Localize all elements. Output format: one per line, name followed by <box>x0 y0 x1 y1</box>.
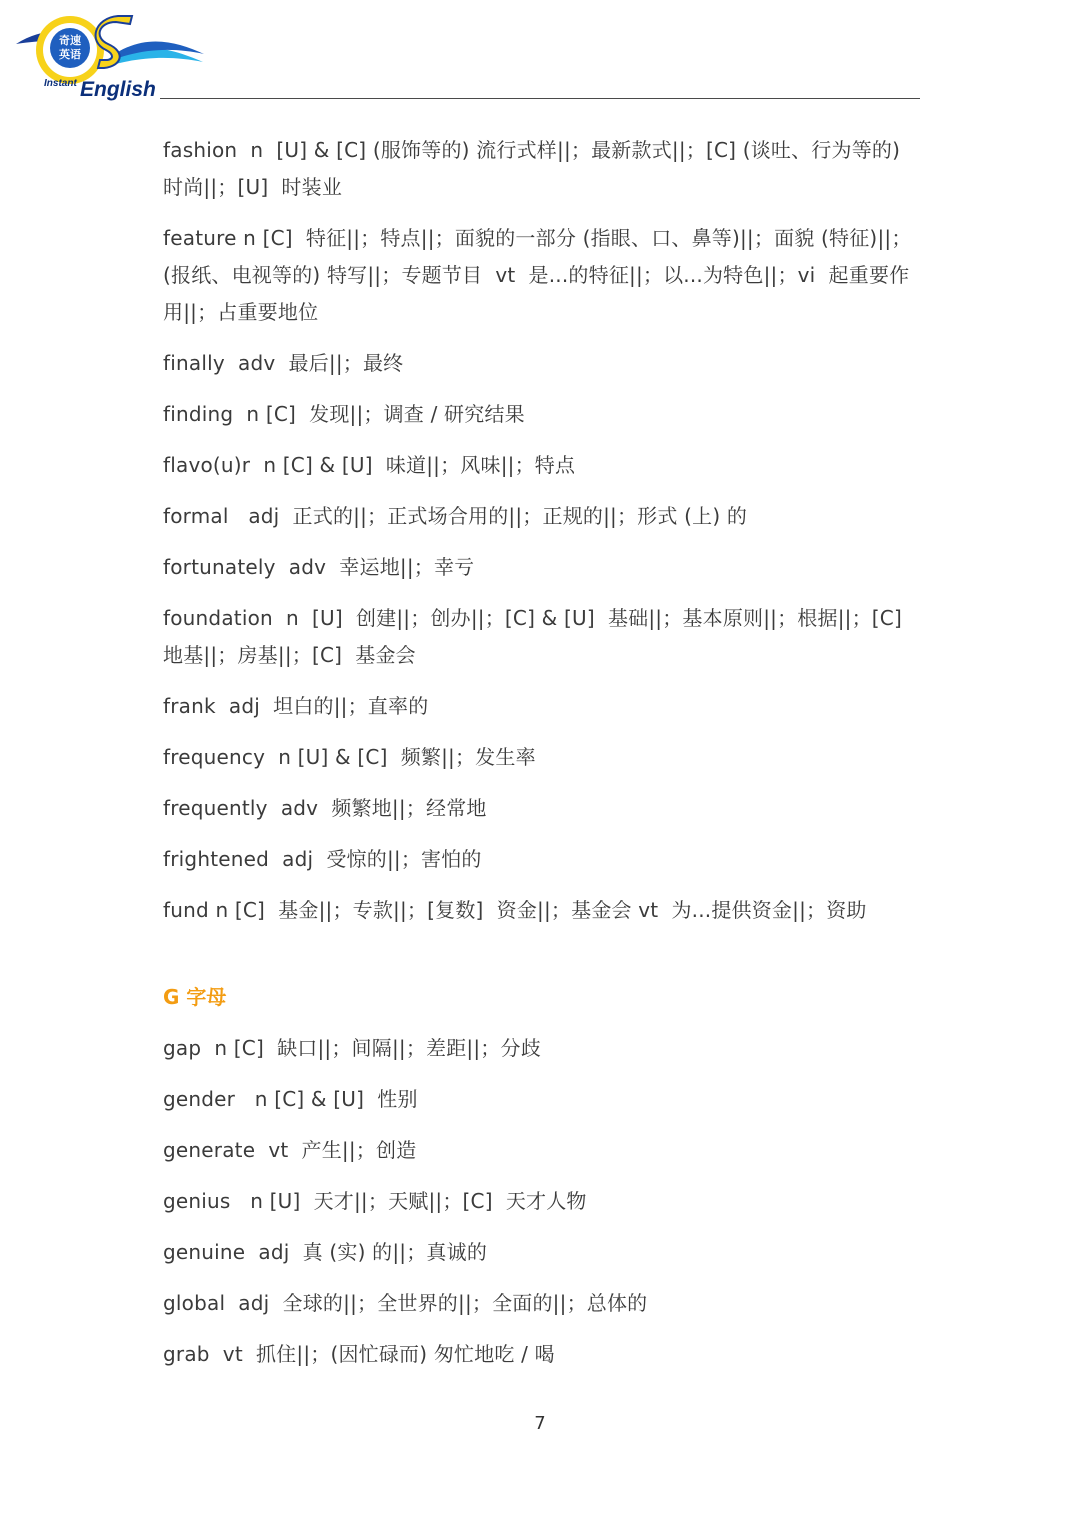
entry-flavour: flavo(u)r n [C] & [U] 味道||；风味||；特点 <box>163 453 576 477</box>
entry-finding: finding n [C] 发现||；调查 / 研究结果 <box>163 402 525 426</box>
logo-instant-text: Instant <box>44 78 77 89</box>
entry-formal: formal adj 正式的||；正式场合用的||；正规的||；形式 (上) 的 <box>163 504 748 528</box>
entry-frequency: frequency n [U] & [C] 频繁||；发生率 <box>163 745 536 769</box>
entry-global: global adj 全球的||；全世界的||；全面的||；总体的 <box>163 1291 648 1315</box>
glossary-content <box>163 132 923 1387</box>
entry-grab: grab vt 抓住||；(因忙碌而) 匆忙地吃 / 喝 <box>163 1342 555 1366</box>
entry-frequently: frequently adv 频繁地||；经常地 <box>163 796 487 820</box>
logo-badge-line2: 英语 <box>59 48 81 61</box>
logo-badge-line1: 奇速 <box>59 34 81 47</box>
entry-fashion: fashion n [U] & [C] (服饰等的) 流行式样||；最新款式||；[C] (谈吐、行为等的) 时尚||；[U] 时装业 <box>163 138 907 199</box>
section-heading-g: G 字母 <box>163 985 227 1009</box>
logo-english-text: English <box>80 78 156 101</box>
entry-generate: generate vt 产生||；创造 <box>163 1138 417 1162</box>
entry-foundation: foundation n [U] 创建||；创办||；[C] & [U] 基础||；基本原则||；根据||；[C] 地基||；房基||；[C] 基金会 <box>163 606 916 667</box>
entry-fortunately: fortunately adv 幸运地||；幸亏 <box>163 555 475 579</box>
entry-finally: finally adv 最后||；最终 <box>163 351 404 375</box>
entry-gap: gap n [C] 缺口||；间隔||；差距||；分歧 <box>163 1036 541 1060</box>
entry-fund: fund n [C] 基金||；专款||；[复数] 资金||；基金会 vt 为...提供资金||；资助 <box>163 898 867 922</box>
page-number: 7 <box>534 1413 546 1434</box>
entry-frightened: frightened adj 受惊的||；害怕的 <box>163 847 482 871</box>
instant-english-logo <box>8 4 208 104</box>
entry-genuine: genuine adj 真 (实) 的||；真诚的 <box>163 1240 488 1264</box>
entry-gender: gender n [C] & [U] 性别 <box>163 1087 418 1111</box>
entry-feature: feature n [C] 特征||；特点||；面貌的一部分 (指眼、口、鼻等)||；面貌 (特征)||；(报纸、电视等的) 特写||；专题节目 vt 是...的特征||；以...为特色||；vi 起重要作用||；占重要地位 <box>163 226 912 324</box>
header-divider <box>160 98 920 99</box>
entry-genius: genius n [U] 天才||；天赋||；[C] 天才人物 <box>163 1189 587 1213</box>
entry-frank: frank adj 坦白的||；直率的 <box>163 694 429 718</box>
